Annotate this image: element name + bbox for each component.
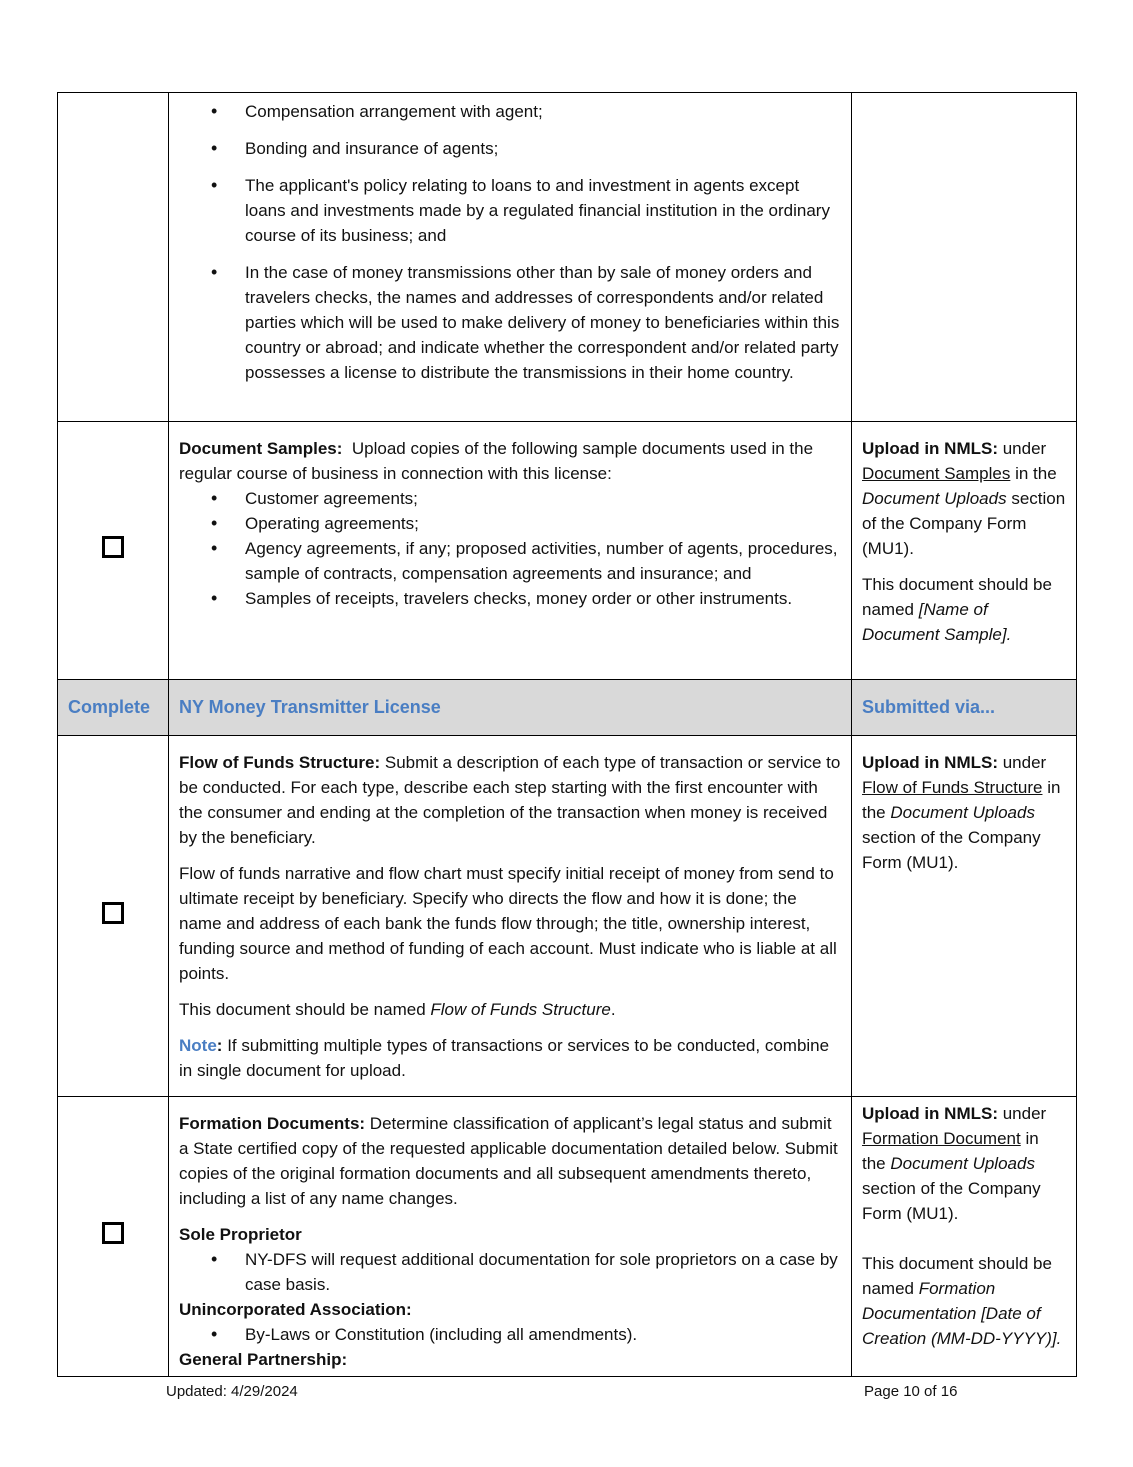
upload-text: in the <box>1015 464 1057 483</box>
list-item: • Customer agreements; <box>245 486 841 511</box>
requirement-cell <box>169 1097 852 1377</box>
naming-text: This document should be named <box>179 1000 426 1019</box>
table-row <box>58 736 1077 1097</box>
complete-cell <box>58 1097 169 1377</box>
footer-page-number: Page 10 of 16 <box>864 1383 958 1400</box>
table-row <box>58 422 1077 680</box>
entity-type-label: General Partnership: <box>179 1350 348 1369</box>
header-label: Complete <box>68 697 151 717</box>
list-item: • By-Laws or Constitution (including all amendments). <box>245 1322 841 1347</box>
naming-text: This document should be named <box>862 575 1052 619</box>
naming-text: This document should be named <box>862 1254 1052 1298</box>
list-item: • Agency agreements, if any; proposed activities, number of agents, procedures, sample of contracts, compensation agreements and insurance; and <box>245 536 841 586</box>
upload-section-link[interactable]: Document Samples <box>862 464 1011 483</box>
upload-text: under <box>1002 1104 1047 1123</box>
requirement-paragraph: Flow of funds narrative and flow chart must specify initial receipt of money from send to ultimate receipt by beneficiary. Specify who directs the flow and how it is done; the name and address of each bank the funds flow through; the title, ownership interest, funding source and method of funding of each account. Must indicate who is liable at all points. <box>179 864 837 983</box>
naming-value: Formation Documentation [Date of Creation (MM-DD-YYYY)]. <box>862 1279 1062 1348</box>
entity-type-label: Unincorporated Association: <box>179 1300 412 1319</box>
upload-section-link[interactable]: Formation Document <box>862 1129 1021 1148</box>
header-license <box>169 680 852 736</box>
agent-requirements-list <box>179 99 841 385</box>
upload-section-name: Document Uploads <box>890 1154 1035 1173</box>
upload-text: section of the Company Form (MU1). <box>862 828 1041 872</box>
list-item: • In the case of money transmissions other than by sale of money orders and travelers checks, the names and addresses of correspondents and/or related parties which will be used to make delivery of money to beneficiaries within this country or abroad; and indicate whether the correspondent and/or related party possesses a license to distribute the transmissions in their home country. <box>245 260 841 385</box>
list-item: • Samples of receipts, travelers checks, money order or other instruments. <box>245 586 841 611</box>
complete-cell <box>58 422 169 680</box>
sole-proprietor-list <box>179 1247 841 1297</box>
requirement-cell: Flow of Funds Structure: Submit a description of each type of transaction or service to be conducted. For each type, describe each step starting with the first encounter with the consumer and ending at the completion of the transaction when money is received by the beneficiary. Flow of funds narrative and flow chart must specify initial receipt of money from send to ultimate receipt by beneficiary. Specify who directs the flow and how it is done; the name and address of each bank the funds flow through; the title, ownership interest, funding source and method of funding of each account. Must indicate who is liable at all points. This document should be named Flow of Funds Structure. Note: If submitting multiple types of transactions or services to be conducted, combine in single document for upload. <box>169 736 852 1097</box>
section-header-row <box>58 680 1077 736</box>
upload-label: Upload in NMLS: <box>862 753 998 772</box>
list-item: • Operating agreements; <box>245 511 841 536</box>
requirement-cell <box>169 422 852 680</box>
note-label: Note <box>179 1036 217 1055</box>
submitted-via-cell <box>852 736 1077 1097</box>
checkbox-document-samples[interactable] <box>102 536 124 558</box>
complete-cell <box>58 736 169 1097</box>
header-label: NY Money Transmitter License <box>179 697 441 717</box>
naming-value: [Name of Document Sample]. <box>862 600 1012 644</box>
submitted-via-cell <box>852 93 1077 422</box>
requirement-intro: Submit a description of each type of transaction or service to be conducted. For each type, describe each step starting with the first encounter with the consumer and ending at the completion of the transaction when money is received by the beneficiary. <box>179 753 841 847</box>
upload-text: under <box>1002 753 1047 772</box>
list-item: • Bonding and insurance of agents; <box>245 136 841 161</box>
submitted-via-cell <box>852 422 1077 680</box>
upload-text: under <box>1002 439 1047 458</box>
upload-section-link[interactable]: Flow of Funds Structure <box>862 778 1043 797</box>
upload-text: section of the Company Form (MU1). <box>862 489 1066 558</box>
requirement-intro: Determine classification of applicant’s legal status and submit a State certified copy of the requested applicable documentation detailed below. Submit copies of the original formation documents and all subsequent amendments thereto, including a list of any name changes. <box>179 1114 838 1208</box>
list-item: • The applicant's policy relating to loans to and investment in agents except loans and investments made by a regulated financial institution in the ordinary course of its business; and <box>245 173 841 248</box>
list-item: • Compensation arrangement with agent; <box>245 99 841 124</box>
upload-label: Upload in NMLS: <box>862 1104 998 1123</box>
upload-section-name: Document Uploads <box>890 803 1035 822</box>
entity-type-label: Sole Proprietor <box>179 1225 302 1244</box>
checkbox-flow-of-funds[interactable] <box>102 902 124 924</box>
upload-text: section of the Company Form (MU1). <box>862 1179 1041 1223</box>
upload-section-name: Document Uploads <box>862 489 1007 508</box>
table-row <box>58 93 1077 422</box>
header-complete <box>58 680 169 736</box>
requirement-intro: Upload copies of the following sample documents used in the regular course of business in connection with this license: <box>179 439 814 483</box>
footer-updated-date: Updated: 4/29/2024 <box>166 1383 298 1400</box>
table-row <box>58 1097 1077 1377</box>
complete-cell <box>58 93 169 422</box>
association-list <box>179 1322 841 1347</box>
checkbox-formation-documents[interactable] <box>102 1222 124 1244</box>
naming-value: Flow of Funds Structure <box>430 1000 611 1019</box>
list-item: • NY-DFS will request additional documentation for sole proprietors on a case by case basis. <box>245 1247 841 1297</box>
requirement-title: Formation Documents: <box>179 1114 366 1133</box>
upload-label: Upload in NMLS: <box>862 439 998 458</box>
requirements-table <box>57 92 1077 1377</box>
sample-documents-list <box>179 486 841 611</box>
upload-text: in the <box>862 778 1061 822</box>
submitted-via-cell <box>852 1097 1077 1377</box>
requirement-title: Flow of Funds Structure: <box>179 753 381 772</box>
header-submitted-via <box>852 680 1077 736</box>
requirement-cell <box>169 93 852 422</box>
upload-text: in the <box>862 1129 1039 1173</box>
note-text: If submitting multiple types of transactions or services to be conducted, combine in single document for upload. <box>179 1036 830 1080</box>
header-label: Submitted via... <box>862 697 996 717</box>
requirement-title: Document Samples: <box>179 439 343 458</box>
